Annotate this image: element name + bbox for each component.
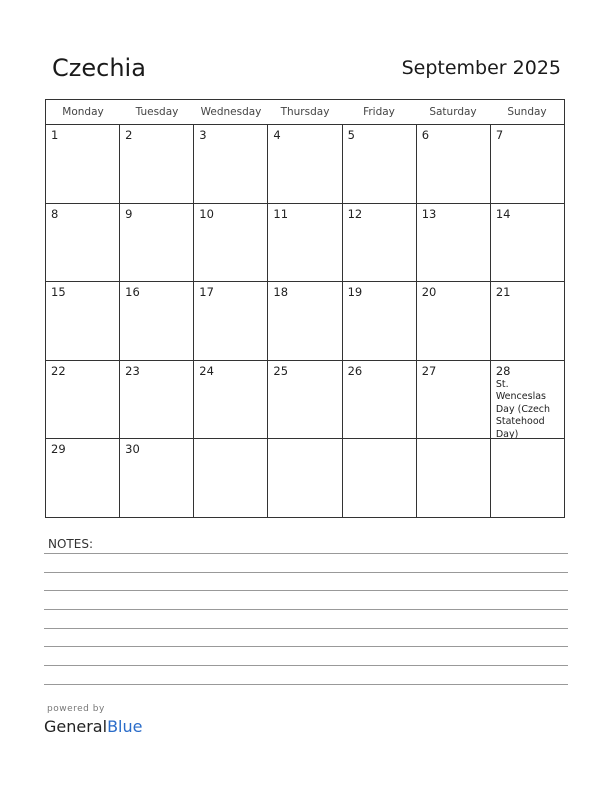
day-number: 17 xyxy=(199,285,214,300)
day-cell[interactable] xyxy=(417,439,491,517)
holiday-label: St. Wenceslas Day (Czech Statehood Day) xyxy=(495,378,551,439)
day-cell[interactable] xyxy=(268,204,342,282)
day-cell[interactable] xyxy=(194,361,268,439)
week-row xyxy=(46,204,564,283)
note-line xyxy=(44,572,568,573)
day-number: 20 xyxy=(421,285,437,300)
day-number: 5 xyxy=(347,128,355,142)
day-cell[interactable] xyxy=(491,204,564,282)
day-cell[interactable] xyxy=(120,439,194,517)
day-cell[interactable] xyxy=(343,204,417,282)
day-cell[interactable] xyxy=(46,125,120,203)
notes-label: NOTES: xyxy=(48,537,93,551)
day-cell[interactable] xyxy=(268,125,342,203)
day-cell[interactable] xyxy=(491,361,564,439)
day-cell[interactable] xyxy=(491,125,564,203)
day-number: 19 xyxy=(347,285,363,300)
day-cell[interactable] xyxy=(46,282,120,360)
day-cell[interactable] xyxy=(491,439,564,517)
day-number: 10 xyxy=(199,206,214,221)
day-cell[interactable] xyxy=(120,361,194,439)
day-cell[interactable] xyxy=(417,204,491,282)
weekday-tuesday: Tuesday xyxy=(135,106,179,118)
note-line xyxy=(44,609,568,610)
day-number: 25 xyxy=(273,363,289,378)
day-cell[interactable] xyxy=(268,361,342,439)
day-number: 3 xyxy=(199,128,207,142)
day-number: 27 xyxy=(421,363,437,378)
day-number: 26 xyxy=(347,363,363,378)
day-cell[interactable] xyxy=(343,361,417,439)
day-cell[interactable] xyxy=(343,125,417,203)
generalblue-logo[interactable] xyxy=(44,717,142,736)
powered-by-text: powered by xyxy=(47,704,105,714)
day-number: 13 xyxy=(421,206,437,221)
day-number: 7 xyxy=(495,128,504,142)
week-row xyxy=(46,361,564,440)
day-cell[interactable] xyxy=(194,439,268,517)
day-number: 2 xyxy=(125,128,133,142)
day-cell[interactable] xyxy=(120,282,194,360)
calendar-grid xyxy=(45,99,565,518)
weekday-saturday: Saturday xyxy=(429,106,477,118)
weekday-wednesday: Wednesday xyxy=(200,106,262,118)
note-line xyxy=(44,590,568,591)
day-number: 29 xyxy=(51,442,66,457)
weekday-sunday: Sunday xyxy=(507,106,547,118)
weekday-monday: Monday xyxy=(62,106,104,118)
day-number: 4 xyxy=(273,128,281,142)
day-cell[interactable] xyxy=(46,439,120,517)
day-number: 9 xyxy=(125,206,133,221)
day-cell[interactable] xyxy=(343,439,417,517)
day-number: 8 xyxy=(51,206,59,221)
note-line xyxy=(44,646,568,647)
day-cell[interactable] xyxy=(343,282,417,360)
day-cell[interactable] xyxy=(120,125,194,203)
note-line xyxy=(44,684,568,685)
day-number: 21 xyxy=(495,285,511,300)
day-cell[interactable] xyxy=(194,204,268,282)
day-number: 28 xyxy=(495,363,511,378)
brand-blue: Blue xyxy=(107,717,143,736)
day-cell[interactable] xyxy=(120,204,194,282)
day-cell[interactable] xyxy=(268,439,342,517)
day-cell[interactable] xyxy=(417,361,491,439)
week-row xyxy=(46,125,564,204)
day-number: 1 xyxy=(51,128,59,142)
day-number: 14 xyxy=(495,206,511,221)
weekday-header xyxy=(46,100,564,125)
note-line xyxy=(44,553,568,554)
day-cell[interactable] xyxy=(46,204,120,282)
week-row xyxy=(46,439,564,517)
day-cell[interactable] xyxy=(268,282,342,360)
brand-general: General xyxy=(44,717,108,736)
day-number: 16 xyxy=(125,285,140,300)
day-number: 23 xyxy=(125,363,140,378)
weekday-friday: Friday xyxy=(363,106,395,118)
week-row xyxy=(46,282,564,361)
day-number: 6 xyxy=(421,128,430,142)
weekday-thursday: Thursday xyxy=(280,106,330,118)
day-number: 11 xyxy=(273,206,289,221)
day-cell[interactable] xyxy=(46,361,120,439)
day-number: 22 xyxy=(51,363,66,378)
day-number: 30 xyxy=(125,442,140,457)
month-year-title: September 2025 xyxy=(401,57,561,79)
day-cell[interactable] xyxy=(194,125,268,203)
day-number: 24 xyxy=(199,363,214,378)
day-number: 18 xyxy=(273,285,289,300)
day-number: 12 xyxy=(347,206,363,221)
day-cell[interactable] xyxy=(417,282,491,360)
day-cell[interactable] xyxy=(417,125,491,203)
note-line xyxy=(44,628,568,629)
country-title: Czechia xyxy=(52,54,146,82)
day-cell[interactable] xyxy=(194,282,268,360)
day-number: 15 xyxy=(51,285,66,300)
note-line xyxy=(44,665,568,666)
day-cell[interactable] xyxy=(491,282,564,360)
